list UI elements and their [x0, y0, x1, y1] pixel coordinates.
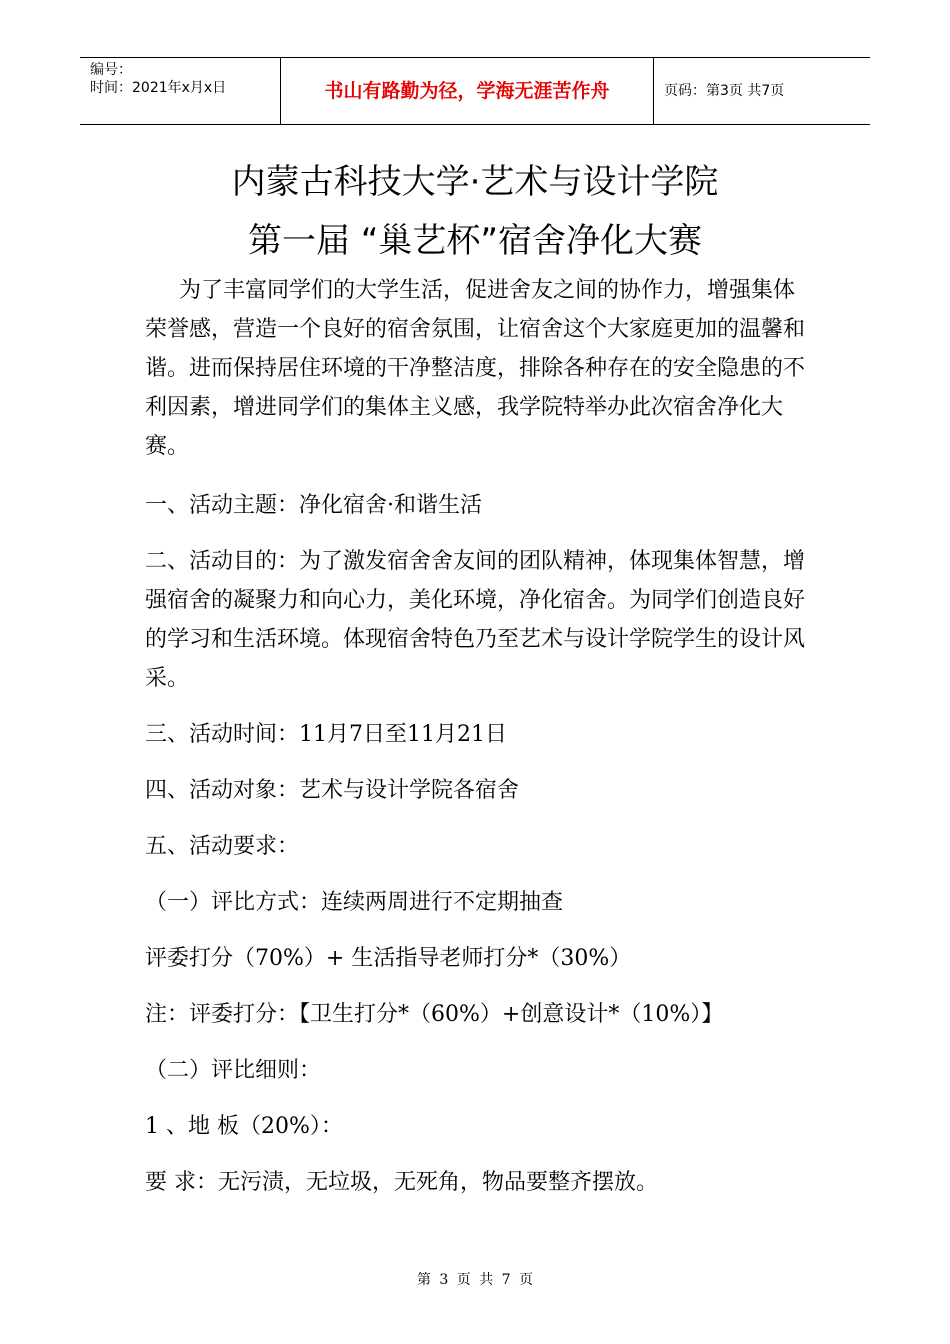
document-body: [145, 271, 805, 1202]
document-subtitle: 第一届 “巢艺杯”宿舍净化大赛: [247, 221, 703, 261]
document-title: 内蒙古科技大学·艺术与设计学院: [231, 162, 719, 202]
section-target: 四、活动对象：艺术与设计学院各宿舍: [145, 778, 520, 803]
intro-paragraph: 为了丰富同学们的大学生活，促进舍友之间的协作力，增强集体荣誉感，营造一个良好的宿舍氛围，让宿舍这个大家庭更加的温馨和谐。进而保持居住环境的干净整洁度，排除各种存在的安全隐患的不利因素，增进同学们的集体主义感，我学院特举办此次宿舍净化大赛。: [145, 278, 806, 459]
section-time: 三、活动时间：11月7日至11月21日: [145, 722, 507, 747]
section-purpose: 二、活动目的：为了激发宿舍舍友间的团队精神，体现集体智慧，增强宿舍的凝聚力和向心力，美化环境，净化宿舍。为同学们创造良好的学习和生活环境。体现宿舍特色乃至艺术与设计学院学生的设计风采。: [145, 549, 806, 691]
section-theme: 一、活动主题：净化宿舍·和谐生活: [145, 493, 482, 518]
evaluation-details: （二）评比细则：: [145, 1058, 322, 1083]
document-number-label: 编号：: [90, 62, 132, 78]
document-time-label: 时间：2021年x月x日: [90, 80, 227, 96]
document-header: [80, 57, 870, 125]
criterion-floor: 1 、地 板（20%）：: [145, 1114, 343, 1139]
scoring-note: 注：评委打分：【卫生打分*（60%）+创意设计*（10%）】: [145, 1002, 724, 1027]
evaluation-method: （一）评比方式：连续两周进行不定期抽查: [145, 890, 564, 915]
header-page-info: 页码：第3页 共7页: [664, 83, 785, 99]
page-footer: 第 3 页 共 7 页: [416, 1272, 534, 1288]
header-meta-cell: [80, 58, 281, 124]
header-page-cell: [654, 58, 870, 124]
section-requirements: 五、活动要求：: [145, 834, 300, 859]
header-motto: 书山有路勤为径，学海无涯苦作舟: [324, 80, 610, 102]
criterion-floor-requirement: 要 求：无污渍，无垃圾，无死角，物品要整齐摆放。: [145, 1170, 658, 1195]
scoring-formula: 评委打分（70%）+ 生活指导老师打分*（30%）: [145, 946, 632, 971]
header-motto-cell: [281, 58, 654, 124]
